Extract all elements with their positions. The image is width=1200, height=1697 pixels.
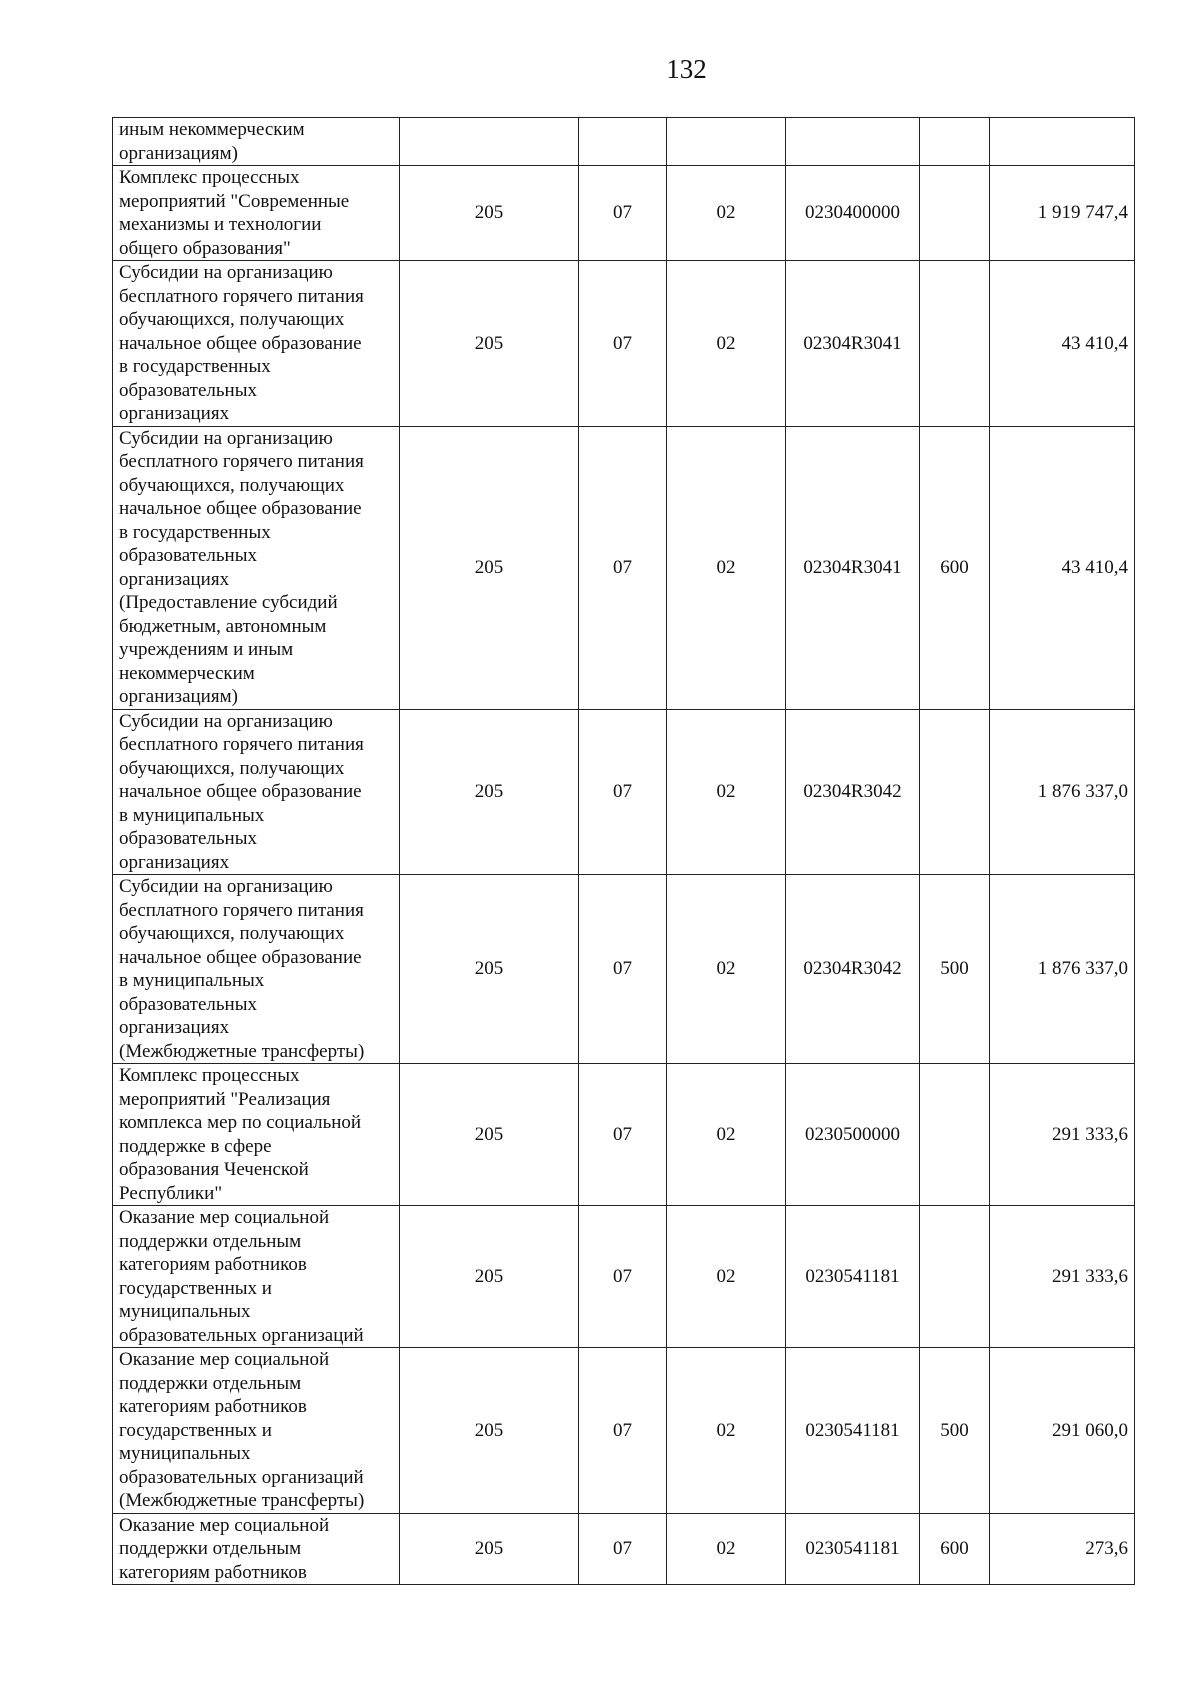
- cell-csr: 02304R3042: [786, 709, 920, 875]
- cell-csr: 0230541181: [786, 1513, 920, 1585]
- cell-name: Оказание мер социальной поддержки отдельным категориям работников государственных и муниципальных образовательных организаций: [113, 1206, 400, 1348]
- cell-rz: 07: [579, 709, 667, 875]
- cell-csr: 02304R3041: [786, 426, 920, 709]
- cell-name: Оказание мер социальной поддержки отдельным категориям работников государственных и муниципальных образовательных организаций (Межбюджетные трансферты): [113, 1348, 400, 1514]
- cell-sum: 43 410,4: [990, 261, 1135, 427]
- table-row: [113, 1513, 1135, 1585]
- cell-sum: 1 876 337,0: [990, 709, 1135, 875]
- table-row: [113, 875, 1135, 1064]
- cell-rz: 07: [579, 166, 667, 261]
- cell-sum: 1 919 747,4: [990, 166, 1135, 261]
- cell-vr: [920, 261, 990, 427]
- cell-vr: [920, 118, 990, 166]
- table-row: [113, 1348, 1135, 1514]
- cell-rz: [579, 118, 667, 166]
- cell-gr: 205: [400, 426, 579, 709]
- cell-gr: 205: [400, 1064, 579, 1206]
- cell-vr: [920, 1206, 990, 1348]
- cell-pr: [667, 118, 786, 166]
- cell-name: Оказание мер социальной поддержки отдельным категориям работников: [113, 1513, 400, 1585]
- cell-rz: 07: [579, 1513, 667, 1585]
- cell-sum: 291 333,6: [990, 1064, 1135, 1206]
- cell-sum: 291 333,6: [990, 1206, 1135, 1348]
- cell-sum: 43 410,4: [990, 426, 1135, 709]
- cell-pr: 02: [667, 875, 786, 1064]
- cell-pr: 02: [667, 1064, 786, 1206]
- cell-rz: 07: [579, 1348, 667, 1514]
- cell-vr: 500: [920, 875, 990, 1064]
- cell-csr: [786, 118, 920, 166]
- table-row: [113, 426, 1135, 709]
- cell-gr: 205: [400, 1348, 579, 1514]
- table-row: [113, 1206, 1135, 1348]
- cell-vr: [920, 166, 990, 261]
- cell-vr: 600: [920, 1513, 990, 1585]
- cell-name: Комплекс процессных мероприятий "Реализация комплекса мер по социальной поддержке в сфере образования Чеченской Республики": [113, 1064, 400, 1206]
- cell-pr: 02: [667, 426, 786, 709]
- table-row: [113, 118, 1135, 166]
- cell-name: иным некоммерческим организациям): [113, 118, 400, 166]
- cell-csr: 0230400000: [786, 166, 920, 261]
- cell-name: Субсидии на организацию бесплатного горячего питания обучающихся, получающих начальное общее образование в муниципальных образовательных организациях: [113, 709, 400, 875]
- cell-csr: 02304R3041: [786, 261, 920, 427]
- budget-table-body: [113, 118, 1135, 1585]
- cell-pr: 02: [667, 1513, 786, 1585]
- table-row: [113, 709, 1135, 875]
- cell-sum: 291 060,0: [990, 1348, 1135, 1514]
- cell-rz: 07: [579, 426, 667, 709]
- table-row: [113, 261, 1135, 427]
- cell-pr: 02: [667, 1206, 786, 1348]
- cell-name: Субсидии на организацию бесплатного горячего питания обучающихся, получающих начальное общее образование в государственных образовательных организациях: [113, 261, 400, 427]
- cell-gr: 205: [400, 166, 579, 261]
- cell-vr: [920, 709, 990, 875]
- cell-gr: 205: [400, 875, 579, 1064]
- cell-rz: 07: [579, 1206, 667, 1348]
- cell-gr: 205: [400, 709, 579, 875]
- cell-name: Субсидии на организацию бесплатного горячего питания обучающихся, получающих начальное общее образование в муниципальных образовательных организациях (Межбюджетные трансферты): [113, 875, 400, 1064]
- cell-gr: 205: [400, 261, 579, 427]
- cell-vr: 500: [920, 1348, 990, 1514]
- cell-rz: 07: [579, 261, 667, 427]
- cell-name: Комплекс процессных мероприятий "Современные механизмы и технологии общего образования": [113, 166, 400, 261]
- cell-sum: [990, 118, 1135, 166]
- cell-gr: 205: [400, 1206, 579, 1348]
- cell-pr: 02: [667, 261, 786, 427]
- table-row: [113, 166, 1135, 261]
- cell-vr: 600: [920, 426, 990, 709]
- cell-sum: 273,6: [990, 1513, 1135, 1585]
- cell-csr: 0230500000: [786, 1064, 920, 1206]
- cell-gr: [400, 118, 579, 166]
- table-row: [113, 1064, 1135, 1206]
- cell-gr: 205: [400, 1513, 579, 1585]
- cell-vr: [920, 1064, 990, 1206]
- cell-rz: 07: [579, 875, 667, 1064]
- cell-csr: 0230541181: [786, 1348, 920, 1514]
- cell-csr: 02304R3042: [786, 875, 920, 1064]
- budget-table: [112, 117, 1135, 1585]
- cell-name: Субсидии на организацию бесплатного горячего питания обучающихся, получающих начальное общее образование в государственных образовательных организациях (Предоставление субсидий бюджетным, автономным учреждениям и иным некоммерческим организациям): [113, 426, 400, 709]
- page-number: 132: [666, 54, 707, 84]
- cell-csr: 0230541181: [786, 1206, 920, 1348]
- cell-pr: 02: [667, 166, 786, 261]
- cell-pr: 02: [667, 709, 786, 875]
- cell-pr: 02: [667, 1348, 786, 1514]
- cell-rz: 07: [579, 1064, 667, 1206]
- cell-sum: 1 876 337,0: [990, 875, 1135, 1064]
